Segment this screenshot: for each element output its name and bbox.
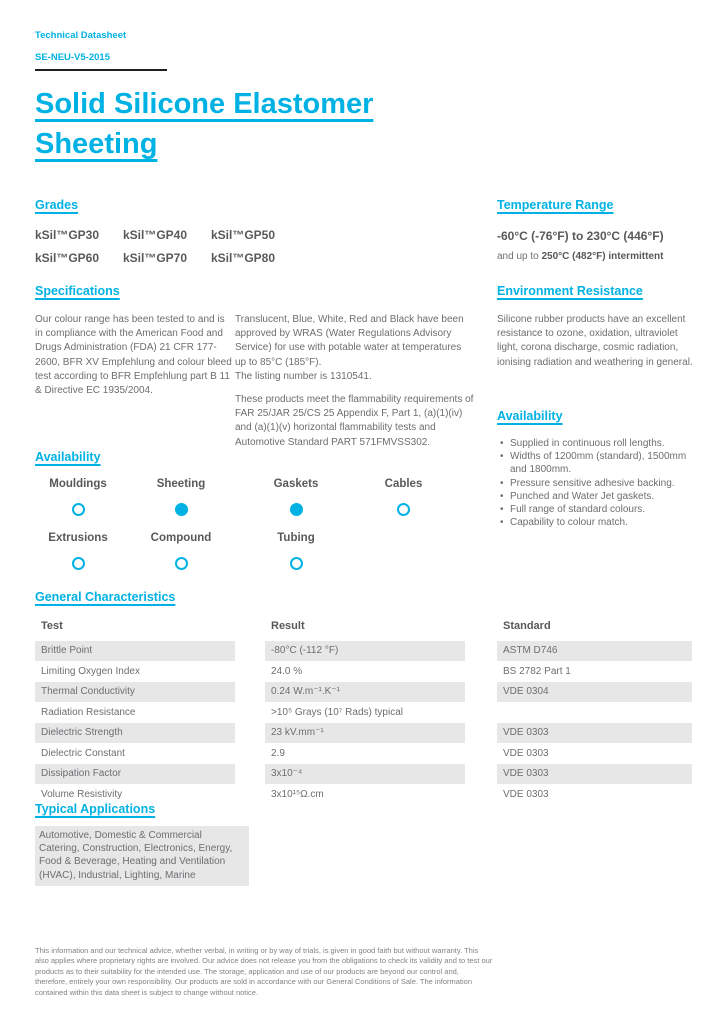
spec-column-2 [235, 313, 475, 450]
availability-option-label: Gaskets [273, 478, 319, 490]
availability-bullet: • Punched and Water Jet gaskets. [497, 490, 702, 503]
availability-option-mouldings [35, 478, 121, 516]
table-cell-standard: ASTM D746 [497, 641, 692, 661]
doc-code-label: SE-NEU-V5-2015 [35, 52, 110, 63]
availability-option-extrusions [35, 532, 121, 570]
availability-option-cables [351, 478, 456, 516]
availability-option-gaskets [241, 478, 351, 516]
table-header-row [35, 618, 692, 634]
spec-paragraph-fda: Our colour range has been tested to and is in compliance with the American Food and Drugs Administration (FDA) 21 CFR 177-2600, BFR XV Empfehlung and colour bleed test according to BFR Empfehlung part B 11 & Directive EC 1935/2004. [35, 314, 232, 397]
availability-option-label: Cables [384, 478, 423, 490]
radio-circle-icon [72, 503, 85, 516]
header-rule [35, 69, 167, 71]
availability-option-tubing [241, 532, 351, 570]
table-cell-standard: BS 2782 Part 1 [503, 665, 571, 677]
section-heading-general-characteristics: General Characteristics [35, 590, 176, 604]
table-cell-standard [497, 703, 692, 723]
specifications-section [35, 284, 475, 450]
temperature-secondary [497, 250, 697, 263]
grade-item: kSil™GP30 [35, 228, 100, 242]
grade-item: kSil™GP80 [211, 251, 276, 265]
spec-paragraph-flammability: These products meet the flammability requirements of FAR 25/JAR 25/CS 25 Appendix F, Part 1, (a)(1)(iv) and (a)(1)(v) horizontal flammability tests and Automotive Standard PART 571FMVSS302. [235, 394, 474, 448]
table-cell-test: Dissipation Factor [35, 764, 235, 784]
temperature-secondary-bold: 250°C (482°F) intermittent [541, 251, 664, 262]
table-cell-result: 0.24 W.m⁻¹.K⁻¹ [265, 682, 465, 702]
radio-circle-icon [397, 503, 410, 516]
table-row [35, 682, 692, 702]
availability-option-sheeting [121, 478, 241, 516]
table-cell-standard: VDE 0303 [497, 764, 692, 784]
table-cell-test: Dielectric Strength [35, 723, 235, 743]
table-cell-standard: VDE 0304 [497, 682, 692, 702]
doc-type-label: Technical Datasheet [35, 30, 127, 41]
table-cell-result: 3x10¹⁵Ω.cm [271, 788, 324, 800]
radio-circle-icon [175, 503, 188, 516]
availability-option-label: Extrusions [48, 532, 108, 544]
availability-option-label: Mouldings [49, 478, 107, 490]
table-cell-result: 2.9 [271, 747, 285, 759]
table-cell-result: 23 kV.mm⁻¹ [265, 723, 465, 743]
section-heading-availability-list: Availability [497, 409, 563, 423]
availability-bullet: • Widths of 1200mm (standard), 1500mm and 1800mm. [497, 450, 702, 476]
section-heading-grades: Grades [35, 198, 79, 212]
table-cell-test: Radiation Resistance [41, 706, 136, 718]
availability-option-label: Sheeting [156, 478, 206, 490]
radio-circle-icon [290, 557, 303, 570]
environment-text: Silicone rubber products have an excellent resistance to ozone, oxidation, ultraviolet light, corona discharge, cosmic radiation, ionising radiation and weathering in general. [497, 314, 693, 368]
grades-grid [35, 228, 307, 265]
table-cell-result: 3x10⁻⁴ [265, 764, 465, 784]
availability-bullet: • Capability to colour match. [497, 516, 702, 529]
section-heading-temperature-range: Temperature Range [497, 198, 614, 212]
table-cell-test: Volume Resistivity [41, 788, 123, 800]
availability-bullet: • Pressure sensitive adhesive backing. [497, 477, 702, 490]
characteristics-table [35, 618, 692, 805]
availability-option-compound [121, 532, 241, 570]
legal-disclaimer: This information and our technical advice, whether verbal, in writing or by way of trials, is given in good faith but without warranty. This also applies where proprietary rights are involved. Our advice does not release you from the obligations to check its validity and to test our products as to their suitability for the intended use. The storage, application and use of our products are beyond our control and, therefore, entirely your own responsibility. Our products are sold in accordance with our General Conditions of Sale. The information contained within this data sheet is subject to change without notice. [35, 946, 493, 997]
table-header-test: Test [41, 620, 63, 632]
table-body [35, 641, 692, 805]
table-header-standard: Standard [503, 620, 551, 632]
availability-list-section [497, 409, 702, 529]
temperature-range-section [497, 198, 697, 263]
availability-bullet: • Supplied in continuous roll lengths. [497, 437, 702, 450]
grade-item: kSil™GP50 [211, 228, 276, 242]
availability-bullet: • Full range of standard colours. [497, 503, 702, 516]
radio-circle-icon [290, 503, 303, 516]
table-cell-result: 24.0 % [271, 665, 303, 677]
table-header-result: Result [271, 620, 305, 632]
grade-item: kSil™GP70 [123, 251, 188, 265]
table-cell-test: Limiting Oxygen Index [41, 665, 140, 677]
table-cell-test: Thermal Conductivity [35, 682, 235, 702]
section-heading-specifications: Specifications [35, 284, 120, 298]
table-row [35, 703, 692, 723]
temperature-primary: -60°C (-76°F) to 230°C (446°F) [497, 229, 664, 243]
table-row [35, 764, 692, 784]
availability-bullet-list [497, 437, 702, 529]
applications-box: Automotive, Domestic & Commercial Catering, Construction, Electronics, Energy, Food & Beverage, Heating and Ventilation (HVAC), Industrial, Lighting, Marine [35, 826, 249, 886]
table-cell-test: Brittle Point [35, 641, 235, 661]
availability-option-label: Tubing [277, 532, 315, 544]
table-cell-standard: VDE 0303 [497, 723, 692, 743]
grade-item: kSil™GP40 [123, 228, 188, 242]
radio-circle-icon [175, 557, 188, 570]
spec-paragraph-wras: Translucent, Blue, White, Red and Black have been approved by WRAS (Water Regulations Advisory Service) for use with potable water at temperatures up to 85°C (185°F). [235, 314, 464, 368]
table-row [35, 662, 692, 682]
grades-section [35, 198, 307, 265]
general-characteristics-section [35, 590, 692, 805]
temperature-secondary-prefix: and up to [497, 251, 542, 262]
availability-matrix [35, 478, 456, 570]
radio-circle-icon [72, 557, 85, 570]
section-heading-typical-applications: Typical Applications [35, 802, 156, 816]
table-row [35, 723, 692, 743]
section-heading-availability-matrix: Availability [35, 450, 101, 464]
table-cell-standard: VDE 0303 [503, 788, 549, 800]
availability-matrix-section [35, 450, 456, 570]
page-title: Solid Silicone Elastomer Sheeting [35, 88, 374, 160]
typical-applications-section [35, 802, 249, 886]
table-row [35, 744, 692, 764]
section-heading-environment-resistance: Environment Resistance [497, 284, 643, 298]
table-cell-result: -80°C (-112 °F) [265, 641, 465, 661]
table-row [35, 641, 692, 661]
spec-paragraph-listing: The listing number is 1310541. [235, 370, 372, 382]
environment-resistance-section [497, 284, 696, 370]
availability-option-label: Compound [150, 532, 212, 544]
table-cell-test: Dielectric Constant [41, 747, 125, 759]
table-cell-result: >10⁵ Grays (10⁷ Rads) typical [271, 706, 403, 718]
grade-item: kSil™GP60 [35, 251, 100, 265]
table-cell-standard: VDE 0303 [503, 747, 549, 759]
